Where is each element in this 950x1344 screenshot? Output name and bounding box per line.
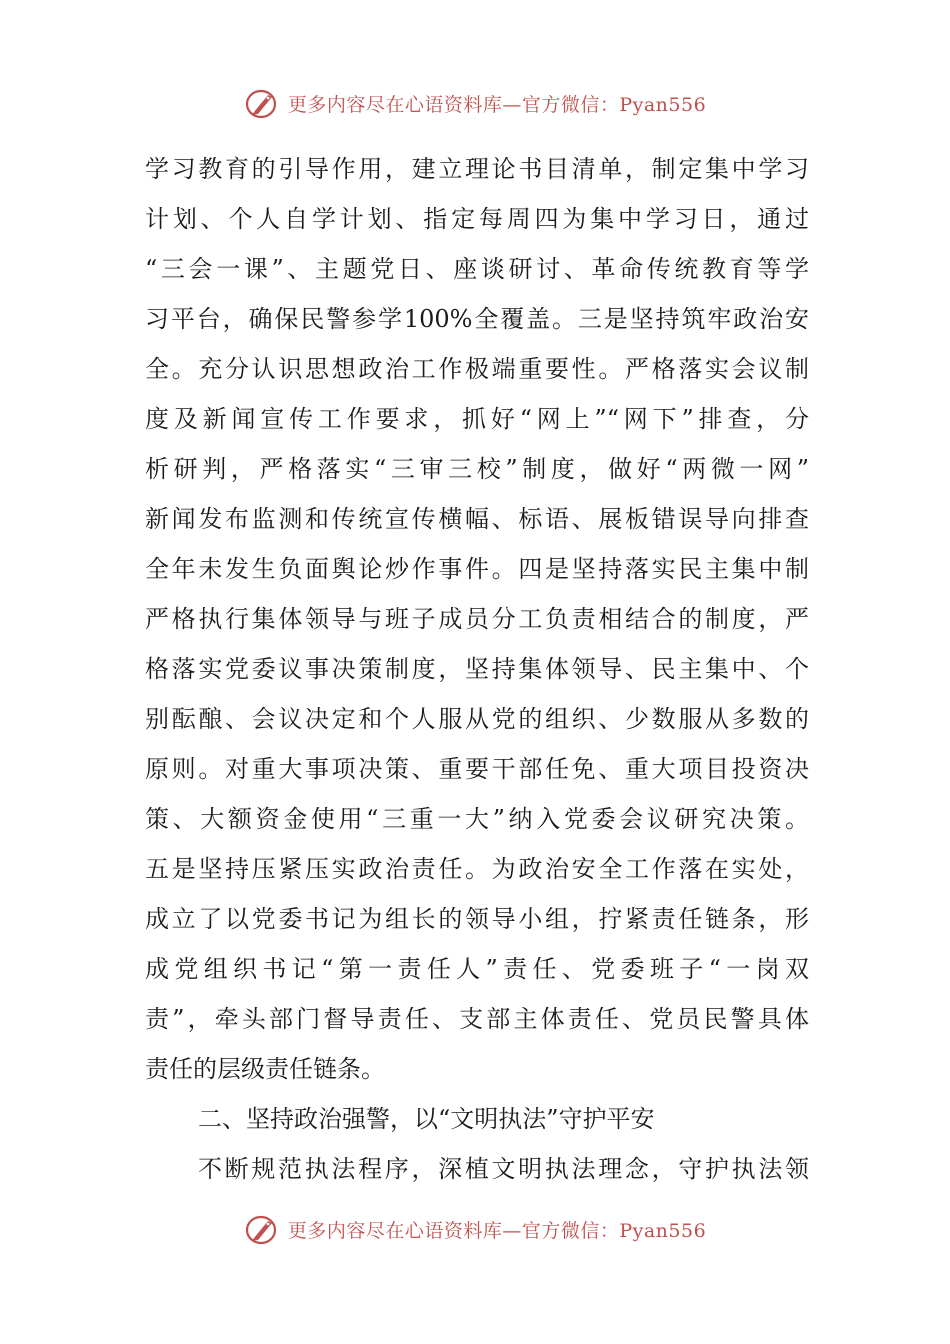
body-line-7: 析研判，严格落实“三审三校”制度，做好“两微一网” [145,455,809,483]
watermark-text: 更多内容尽在心语资料库—官方微信：Pyan556 [287,93,707,116]
body-line-10: 严格执行集体领导与班子成员分工负责相结合的制度，严 [145,605,809,633]
body-line-11: 格落实党委议事决策制度，坚持集体领导、民主集中、个 [145,655,809,683]
pen-nib-icon [244,1211,280,1247]
body-line-8: 新闻发布监测和传统宣传横幅、标语、展板错误导向排查 [145,505,809,533]
paragraph-start: 不断规范执法程序，深植文明执法理念，守护执法领 [198,1155,809,1183]
body-line-18: 责”，牵头部门督导责任、支部主体责任、党员民警具体 [145,1005,809,1033]
watermark-text: 更多内容尽在心语资料库—官方微信：Pyan556 [287,1219,707,1242]
body-line-4: 习平台，确保民警参学100%全覆盖。三是坚持筑牢政治安 [145,305,809,333]
body-line-1: 学习教育的引导作用，建立理论书目清单，制定集中学习 [145,155,809,183]
body-line-15: 五是坚持压紧压实政治责任。为政治安全工作落在实处， [145,855,809,883]
document-body [145,144,809,1194]
body-line-5: 全。充分认识思想政治工作极端重要性。严格落实会议制 [145,355,809,383]
body-line-13: 原则。对重大事项决策、重要干部任免、重大项目投资决 [145,755,809,783]
watermark-footer [0,1209,950,1249]
body-line-16: 成立了以党委书记为组长的领导小组，拧紧责任链条，形 [145,905,809,933]
body-line-3: “三会一课”、主题党日、座谈研讨、革命传统教育等学 [145,255,809,283]
pen-nib-icon [244,85,280,121]
body-line-19: 责任的层级责任链条。 [145,1055,385,1083]
body-line-12: 别酝酿、会议决定和个人服从党的组织、少数服从多数的 [145,705,809,733]
watermark-header [0,83,950,123]
body-line-2: 计划、个人自学计划、指定每周四为集中学习日，通过 [145,205,809,233]
body-line-6: 度及新闻宣传工作要求，抓好“网上”“网下”排查，分 [145,405,809,433]
section-heading: 二、坚持政治强警，以“文明执法”守护平安 [198,1105,655,1133]
body-line-17: 成党组织书记“第一责任人”责任、党委班子“一岗双 [145,955,809,983]
body-line-9: 全年未发生负面舆论炒作事件。四是坚持落实民主集中制 [145,555,809,583]
body-line-14: 策、大额资金使用“三重一大”纳入党委会议研究决策。 [145,805,809,833]
